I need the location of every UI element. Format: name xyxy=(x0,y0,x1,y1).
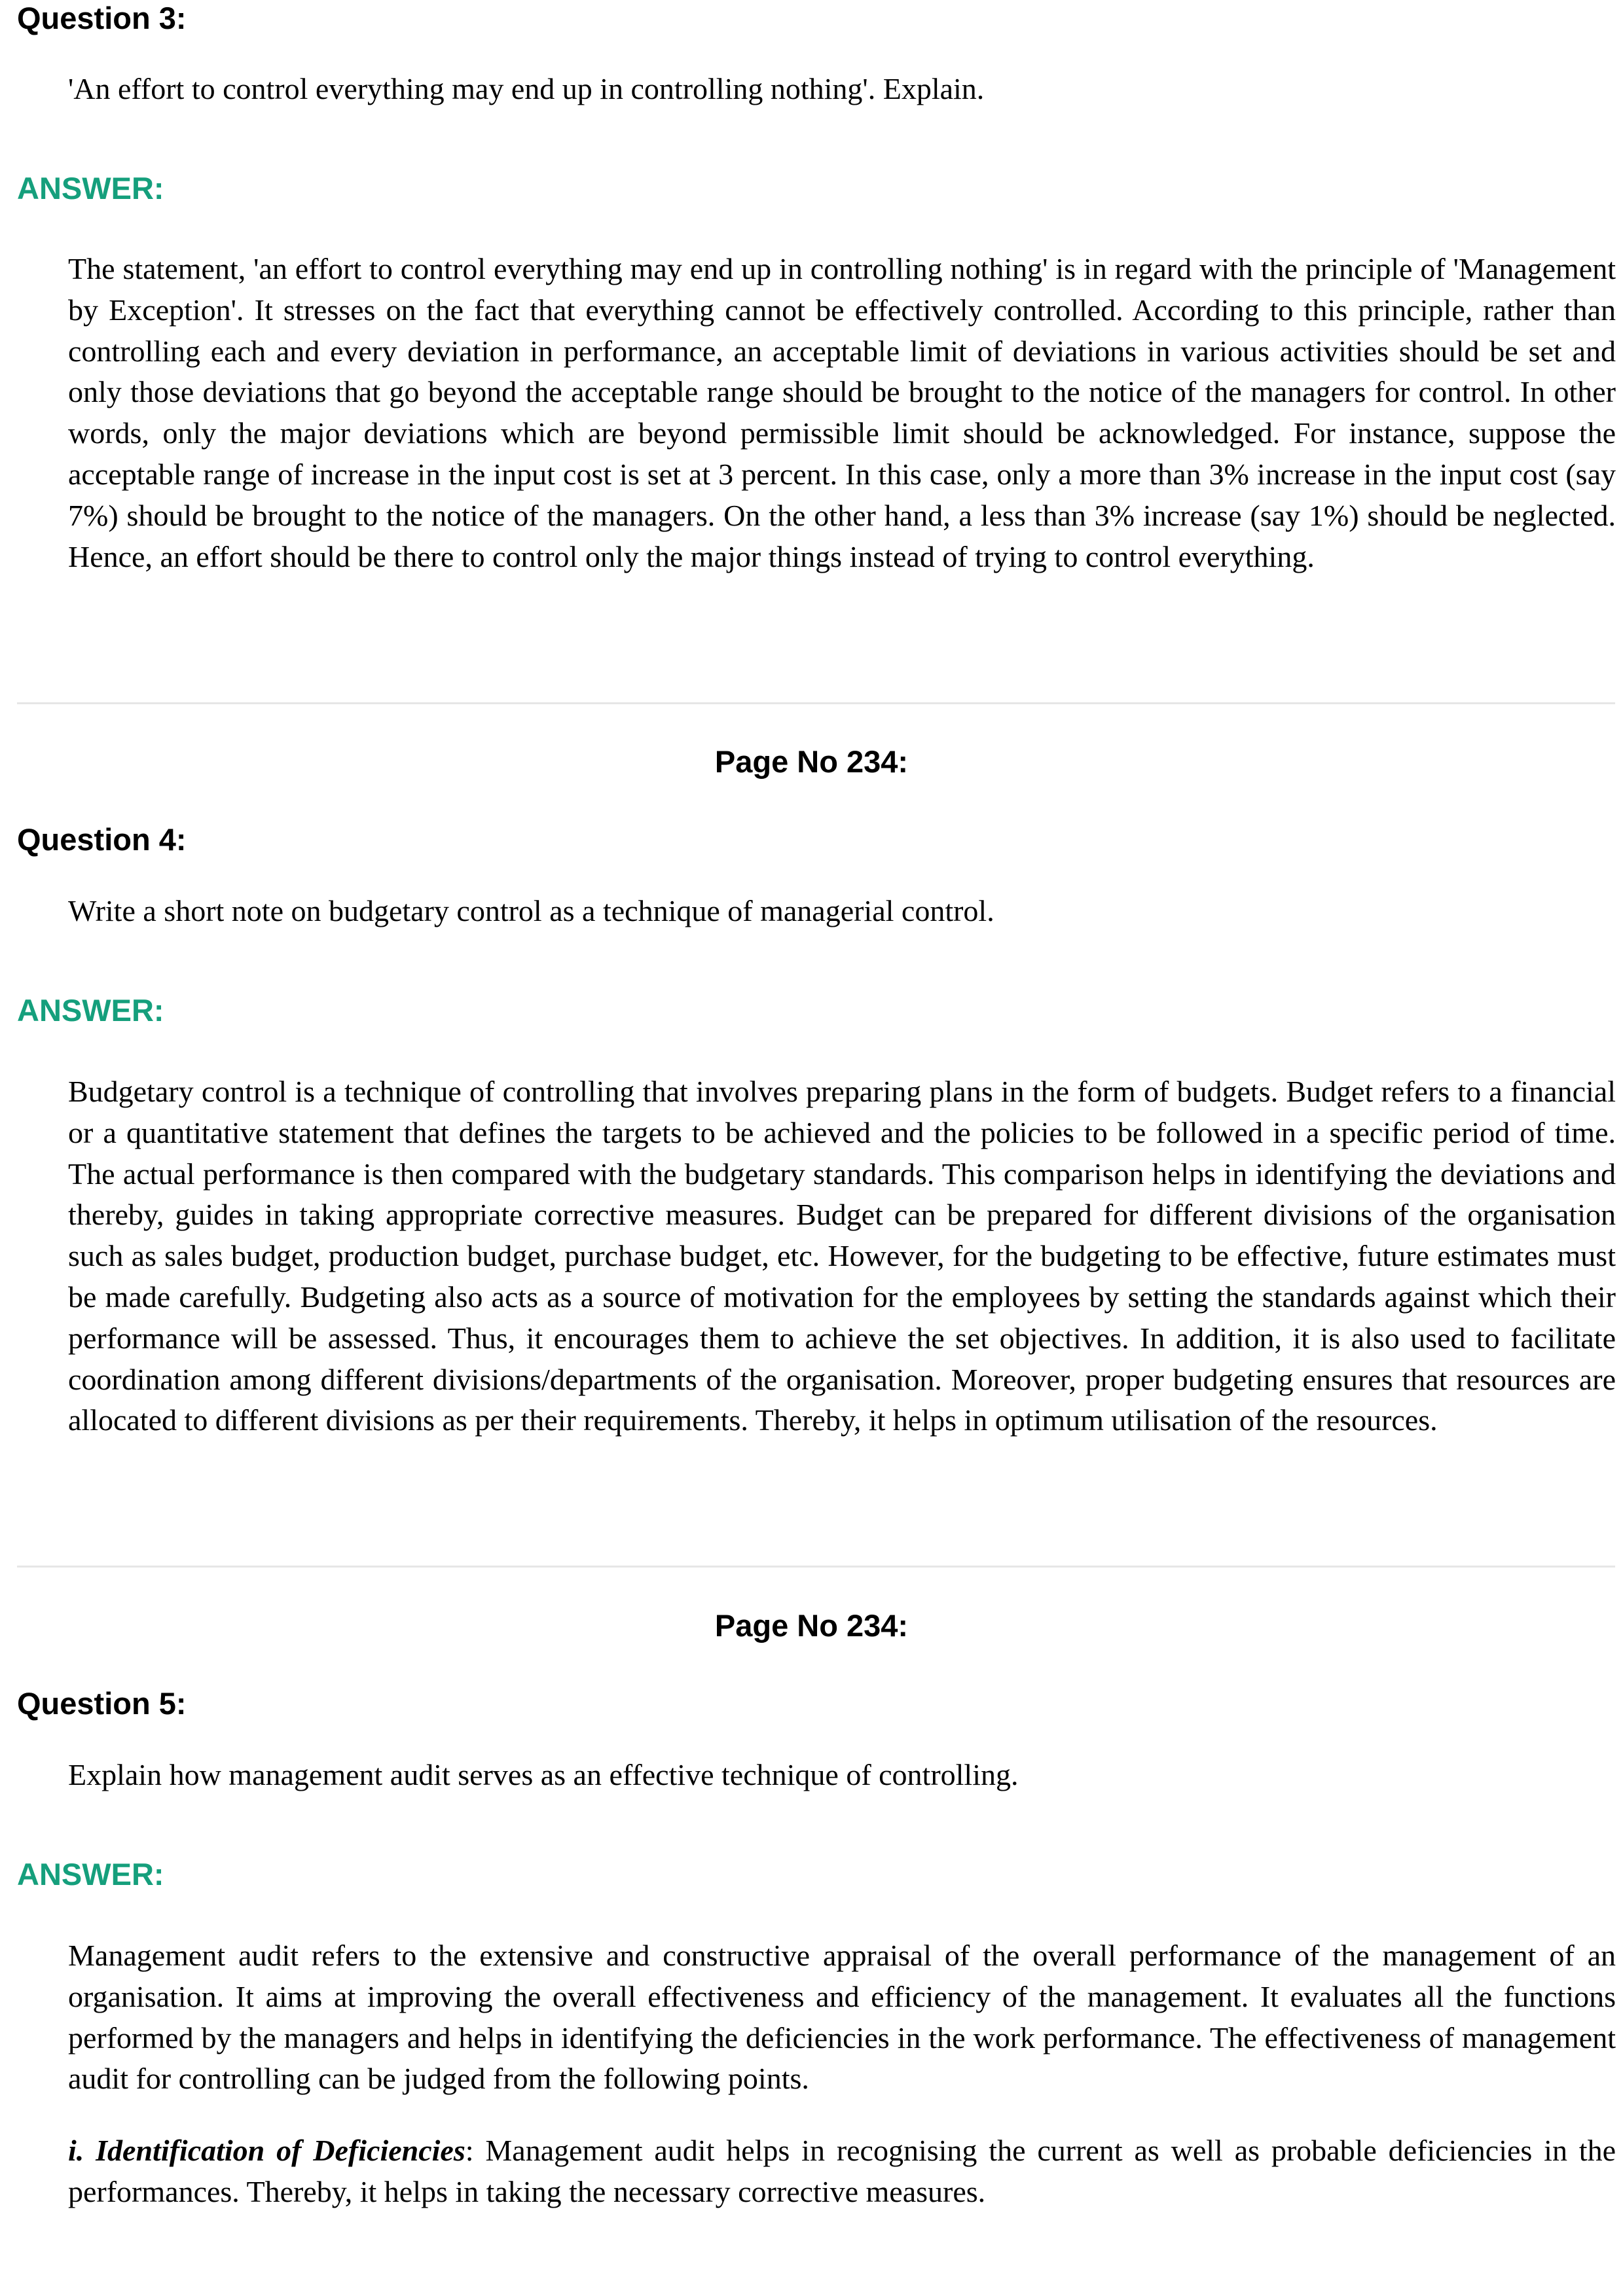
question-5-heading: Question 5: xyxy=(17,1686,187,1721)
page-number-heading: Page No 234: xyxy=(714,744,909,779)
question-3-answer-label: ANSWER: xyxy=(17,171,164,206)
question-4-answer-text: Budgetary control is a technique of controlling that involves preparing plans in the form of budgets. Budget refers to a financial or a quantitative statement that defines the targets to be achieved and the policies to be followed in a specific period of time. The actual performance is then compared with the budgetary standards. This comparison helps in identifying the deviations and thereby, guides in taking appropriate corrective measures. Budget can be prepared for different divisions of the organisation such as sales budget, production budget, purchase budget, etc. However, for the budgeting to be effective, future estimates must be made carefully. Budgeting also acts as a source of motivation for the employees by setting the standards against which their performance will be assessed. Thus, it encourages them to achieve the set objectives. In addition, it is also used to facilitate coordination among different divisions/departments of the organisation. Moreover, proper budgeting ensures that resources are allocated to different divisions as per their requirements. Thereby, it helps in optimum utilisation of the resources. xyxy=(68,1075,1616,1437)
section-divider xyxy=(17,1566,1615,1568)
question-3-heading: Question 3: xyxy=(17,1,187,35)
question-5-answer-text: Management audit refers to the extensive and constructive appraisal of the overall performance of the management of an organisation. It aims at improving the overall effectiveness and efficiency of the management. It evaluates all the functions performed by the managers and helps in identifying the deficiencies in the work performance. The effectiveness of management audit for controlling can be judged from the following points. xyxy=(68,1939,1616,2096)
point-1-text: : Management audit helps in recognising the current as well as probable deficiencies in the performances. Thereby, it helps in taking the necessary corrective measures. xyxy=(68,2134,1616,2208)
question-3-answer-text: The statement, 'an effort to control everything may end up in controlling nothing' is in regard with the principle of 'Management by Exception'. It stresses on the fact that everything cannot be effectively controlled. According to this principle, rather than controlling each and every deviation in performance, an acceptable limit of deviations in various activities should be set and only those deviations that go beyond the acceptable range should be brought to the notice of the managers for control. In other words, only the major deviations which are beyond permissible limit should be acknowledged. For instance, suppose the acceptable range of increase in the input cost is set at 3 percent. In this case, only a more than 3% increase in the input cost (say 7%) should be brought to the notice of the managers. On the other hand, a less than 3% increase (say 1%) should be neglected. Hence, an effort should be there to control only the major things instead of trying to control everything. xyxy=(68,252,1616,573)
question-4-text: Write a short note on budgetary control as a technique of managerial control. xyxy=(68,894,994,927)
question-4-answer-label: ANSWER: xyxy=(17,993,164,1028)
question-4-heading: Question 4: xyxy=(17,822,187,857)
section-divider xyxy=(17,702,1615,704)
question-5-answer-label: ANSWER: xyxy=(17,1857,164,1892)
question-5-text: Explain how management audit serves as an effective technique of controlling. xyxy=(68,1758,1019,1791)
page-number-heading: Page No 234: xyxy=(714,1608,909,1643)
question-3-text: 'An effort to control everything may end up in controlling nothing'. Explain. xyxy=(68,72,985,105)
question-5-point-1 xyxy=(68,2130,1616,2213)
point-1-term: i. Identification of Deficiencies xyxy=(68,2134,465,2167)
